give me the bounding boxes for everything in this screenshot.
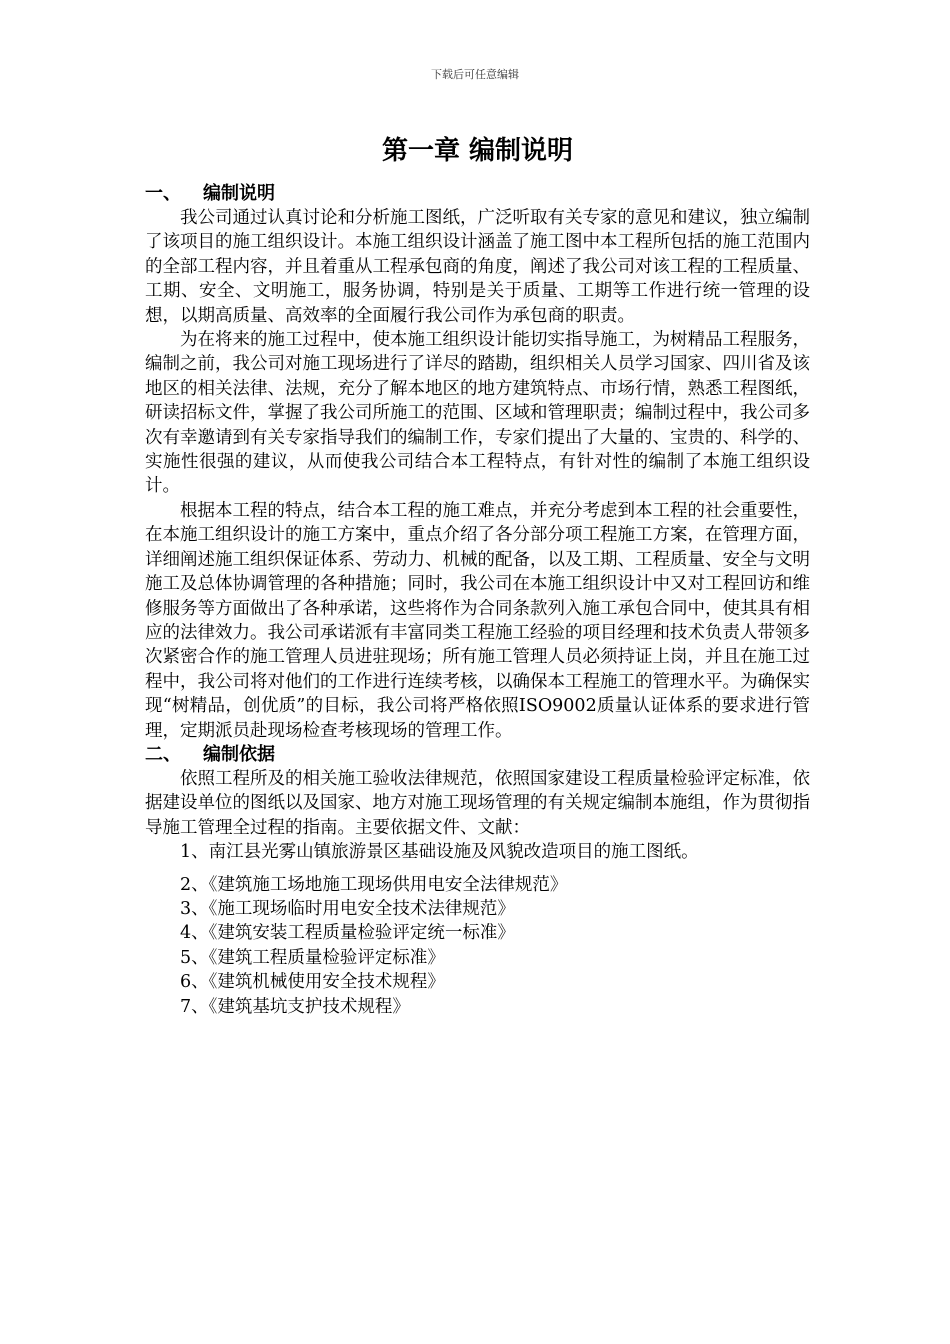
paragraph: 依照工程所及的相关施工验收法律规范，依照国家建设工程质量检验评定标准，依据建设单位的图纸以及国家、地方对施工现场管理的有关规定编制本施组，作为贯彻指导施工管理全过程的指南。主要依据文件、文献： — [145, 768, 810, 838]
header-note: 下载后可任意编辑 — [431, 68, 519, 81]
section-1 — [145, 182, 810, 743]
section-heading — [145, 743, 810, 767]
chapter-title: 第一章 编制说明 — [381, 136, 574, 166]
paragraph: 根据本工程的特点，结合本工程的施工难点，并充分考虑到本工程的社会重要性，在本施工组织设计的施工方案中，重点介绍了各分部分项工程施工方案，在管理方面，详细阐述施工组织保证体系、劳动力、机械的配备，以及工期、工程质量、安全与文明施工及总体协调管理的各种措施；同时，我公司在本施工组织设计中又对工程回访和维修服务等方面做出了各种承诺，这些将作为合同条款列入施工承包合同中，使其具有相应的法律效力。我公司承诺派有丰富同类工程施工经验的项目经理和技术负责人带领多次紧密合作的施工管理人员进驻现场；所有施工管理人员必须持证上岗，并且在施工过程中，我公司将对他们的工作进行连续考核，以确保本工程施工的管理水平。为确保实现“树精品，创优质”的目标，我公司将严格依照ISO9002质量认证体系的要求进行管理，定期派员赴现场检查考核现场的管理工作。 — [145, 500, 810, 741]
document-body — [145, 132, 810, 1019]
section-title: 编制说明 — [203, 183, 275, 204]
section-title: 编制依据 — [203, 743, 275, 765]
list-item: 3、《施工现场临时用电安全技术法律规范》 — [180, 898, 515, 919]
paragraph: 我公司通过认真讨论和分析施工图纸，广泛听取有关专家的意见和建议，独立编制了该项目的施工组织设计。本施工组织设计涵盖了施工图中本工程所包括的施工范围内的全部工程内容，并且着重从工程承包商的角度，阐述了我公司对该工程的工程质量、工期、安全、文明施工，服务协调，特别是关于质量、工期等工作进行统一管理的设想，以期高质量、高效率的全面履行我公司作为承包商的职责。 — [145, 208, 810, 326]
list-item: 4、《建筑安装工程质量检验评定统一标准》 — [180, 923, 515, 944]
section-number: 二、 — [145, 743, 181, 765]
list-item: 5、《建筑工程质量检验评定标准》 — [180, 947, 445, 968]
section-number: 一、 — [145, 183, 181, 204]
section-heading — [145, 182, 810, 206]
paragraph: 为在将来的施工过程中，使本施工组织设计能切实指导施工，为树精品工程服务，编制之前，我公司对施工现场进行了详尽的踏勘，组织相关人员学习国家、四川省及该地区的相关法律、法规，充分了解本地区的地方建筑特点、市场行情，熟悉工程图纸，研读招标文件，掌握了我公司所施工的范围、区域和管理职责；编制过程中，我公司多次有幸邀请到有关专家指导我们的编制工作，专家们提出了大量的、宝贵的、科学的、实施性很强的建议，从而使我公司结合本工程特点，有针对性的编制了本施工组织设计。 — [145, 330, 810, 497]
section-2 — [145, 743, 810, 1019]
list-item: 1、南江县光雾山镇旅游景区基础设施及风貌改造项目的施工图纸。 — [180, 842, 699, 863]
list-item: 7、《建筑基坑支护技术规程》 — [180, 996, 410, 1017]
list-item: 2、《建筑施工场地施工现场供用电安全法律规范》 — [180, 874, 568, 895]
list-item: 6、《建筑机械使用安全技术规程》 — [180, 972, 445, 993]
